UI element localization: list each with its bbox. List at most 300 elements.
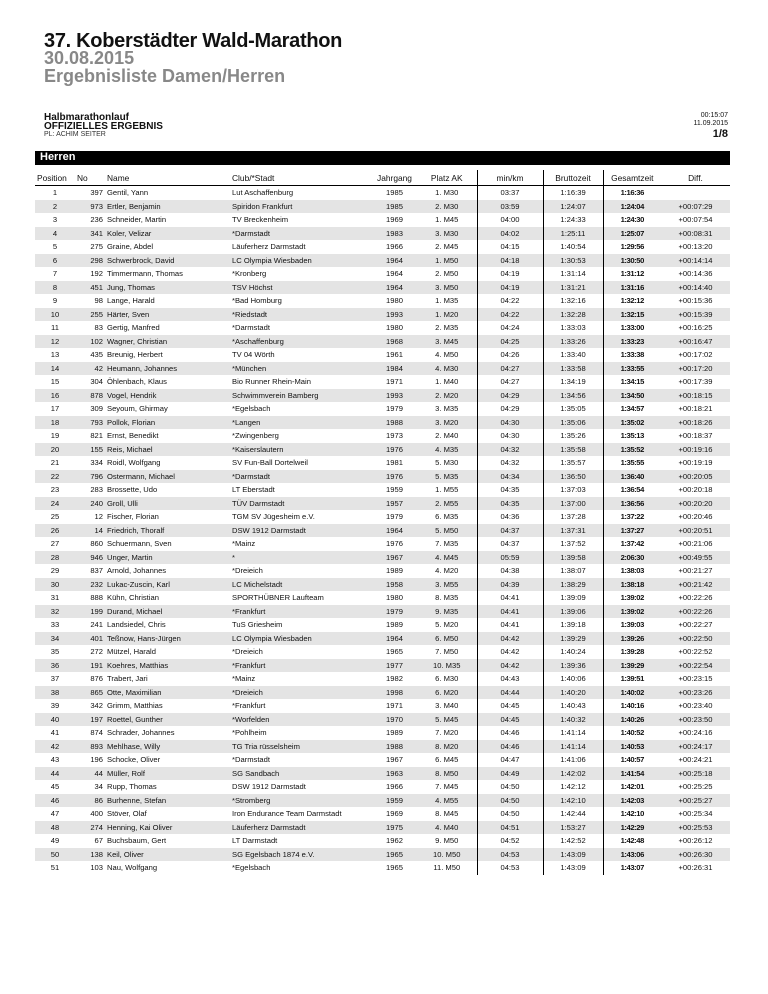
cell-pace: 04:27 — [477, 362, 543, 376]
cell-no: 138 — [75, 848, 105, 862]
cell-total: 1:16:36 — [603, 186, 661, 200]
cell-club: *Zwingenberg — [232, 431, 279, 441]
cell-total: 1:32:12 — [603, 294, 661, 308]
table-row — [35, 537, 730, 551]
col-year-header: Jahrgang — [372, 170, 417, 186]
page-title: 37. Koberstädter Wald-Marathon — [44, 30, 343, 52]
cell-gross: 1:31:14 — [543, 267, 603, 281]
cell-club: *Worfelden — [230, 713, 372, 727]
cell-place-ak: 2. M35 — [435, 323, 459, 333]
cell-position: 30 — [35, 578, 75, 592]
cell-pace: 04:35 — [477, 483, 543, 497]
cell-gross: 1:36:50 — [543, 470, 603, 484]
cell-no: 397 — [90, 188, 103, 198]
table-row — [35, 213, 730, 227]
cell-name: Roettel, Gunther — [105, 713, 230, 727]
cell-pace: 04:32 — [477, 443, 543, 457]
cell-place-ak: 4. M30 — [417, 362, 477, 376]
cell-diff: +00:13:20 — [678, 242, 713, 252]
cell-diff: +00:24:21 — [678, 755, 713, 765]
cell-club: LC Olympia Wiesbaden — [230, 632, 372, 646]
cell-name: Unger, Martin — [105, 551, 230, 565]
results-table — [35, 170, 730, 875]
cell-club: TG Tria rüsselsheim — [230, 740, 372, 754]
cell-total: 2:06:30 — [603, 551, 661, 565]
cell-club: *Riedstadt — [230, 308, 372, 322]
table-row — [35, 767, 730, 781]
cell-name: Teßnow, Hans-Jürgen — [105, 632, 230, 646]
cell-gross: 1:42:12 — [543, 780, 603, 794]
cell-gross: 1:31:21 — [543, 281, 603, 295]
cell-place-ak: 2. M30 — [417, 200, 477, 214]
cell-club: *Frankfurt — [230, 659, 372, 673]
cell-club: *Darmstadt — [230, 227, 372, 241]
cell-gross: 1:35:06 — [543, 416, 603, 430]
cell-position: 3 — [52, 215, 58, 225]
cell-gross: 1:40:24 — [543, 645, 603, 659]
cell-pace: 04:19 — [477, 267, 543, 281]
cell-no: 34 — [94, 782, 103, 792]
cell-gross: 1:30:53 — [543, 254, 603, 268]
table-row — [35, 483, 730, 497]
cell-position: 37 — [50, 674, 60, 684]
cell-place-ak: 8. M45 — [435, 809, 459, 819]
print-time: 00:15:07 — [700, 112, 728, 119]
cell-position: 17 — [50, 404, 60, 414]
cell-name: Timmermann, Thomas — [107, 269, 183, 279]
cell-place-ak: 3. M40 — [435, 701, 459, 711]
cell-gross: 1:53:27 — [543, 821, 603, 835]
cell-position: 11 — [51, 323, 59, 333]
table-row — [35, 348, 730, 362]
cell-year: 1981 — [386, 458, 403, 468]
cell-diff: +00:23:50 — [661, 713, 730, 727]
cell-diff: +00:26:30 — [661, 848, 730, 862]
cell-year: 1993 — [372, 308, 417, 322]
cell-place-ak: 2. M20 — [417, 389, 477, 403]
cell-diff: +00:08:31 — [661, 227, 730, 241]
cell-club: LT Eberstadt — [232, 485, 275, 495]
cell-diff: +00:18:21 — [678, 404, 713, 414]
cell-pace: 04:02 — [477, 227, 543, 241]
cell-pace: 04:26 — [477, 348, 543, 362]
cell-no: 191 — [75, 659, 105, 673]
cell-club: LC Olympia Wiesbaden — [230, 254, 372, 268]
cell-gross: 1:39:09 — [543, 591, 603, 605]
cell-total: 1:39:51 — [603, 672, 661, 686]
cell-no: 103 — [90, 863, 103, 873]
cell-no: 874 — [90, 728, 103, 738]
cell-no: 893 — [75, 740, 105, 754]
table-row — [35, 321, 730, 335]
cell-diff: +00:21:27 — [678, 566, 713, 576]
cell-club: *Egelsbach — [232, 863, 271, 873]
cell-year: 1980 — [386, 323, 403, 333]
cell-name: Graine, Abdel — [107, 242, 154, 252]
cell-total: 1:24:04 — [603, 200, 661, 214]
cell-gross: 1:35:05 — [543, 402, 603, 416]
cell-diff: +00:20:05 — [661, 470, 730, 484]
cell-place-ak: 2. M50 — [435, 269, 459, 279]
cell-year: 1971 — [386, 701, 403, 711]
table-row — [35, 659, 730, 673]
cell-pace: 04:39 — [477, 578, 543, 592]
cell-pace: 04:53 — [477, 848, 543, 862]
cell-place-ak: 4. M45 — [417, 551, 477, 565]
cell-total: 1:40:53 — [603, 740, 661, 754]
cell-place-ak: 10. M50 — [417, 848, 477, 862]
cell-position: 44 — [35, 767, 75, 781]
cell-position: 28 — [35, 551, 75, 565]
cell-place-ak: 1. M55 — [435, 485, 459, 495]
cell-name: Pollok, Florian — [105, 416, 230, 430]
cell-name: Otte, Maximilian — [105, 686, 230, 700]
cell-no: 400 — [90, 809, 103, 819]
page-number: 1/8 — [712, 128, 728, 140]
cell-position: 43 — [50, 755, 60, 765]
cell-gross: 1:40:20 — [543, 686, 603, 700]
page-subtitle: Ergebnisliste Damen/Herren — [44, 66, 286, 86]
cell-no: 98 — [94, 296, 103, 306]
cell-total: 1:36:40 — [603, 470, 661, 484]
cell-club: Bio Runner Rhein-Main — [232, 377, 311, 387]
cell-gross: 1:35:57 — [543, 456, 603, 470]
cell-place-ak: 11. M50 — [433, 863, 461, 873]
cell-no: 241 — [90, 620, 103, 630]
cell-gross: 1:41:14 — [543, 740, 603, 754]
cell-year: 1980 — [386, 593, 403, 603]
cell-pace: 04:35 — [477, 497, 543, 511]
cell-pace: 04:46 — [477, 740, 543, 754]
cell-position: 49 — [50, 836, 60, 846]
cell-no: 341 — [75, 227, 105, 241]
cell-club: *Darmstadt — [232, 755, 270, 765]
cell-place-ak: 6. M20 — [417, 686, 477, 700]
col-total-header: Gesamtzeit — [603, 170, 661, 186]
cell-club: Iron Endurance Team Darmstadt — [232, 809, 342, 819]
cell-club: * — [230, 551, 372, 565]
cell-no: 334 — [90, 458, 103, 468]
cell-name: Mehlhase, Willy — [105, 740, 230, 754]
cell-club: SPORTHÜBNER Laufteam — [232, 593, 324, 603]
cell-year: 1989 — [386, 566, 403, 576]
cell-diff: +00:22:50 — [661, 632, 730, 646]
cell-place-ak: 2. M45 — [435, 242, 459, 252]
cell-no: 878 — [75, 389, 105, 403]
cell-name: Koler, Velizar — [105, 227, 230, 241]
col-gross-header: Bruttozeit — [543, 170, 603, 186]
cell-club: DSW 1912 Darmstadt — [230, 524, 372, 538]
cell-club: *Darmstadt — [230, 470, 372, 484]
cell-no: 304 — [90, 377, 103, 387]
table-row — [35, 281, 730, 295]
cell-pace: 04:41 — [477, 591, 543, 605]
cell-diff: +00:21:42 — [661, 578, 730, 592]
cell-total: 1:34:57 — [603, 402, 661, 416]
cell-pace: 04:22 — [477, 294, 543, 308]
cell-pace: 04:38 — [477, 564, 543, 578]
cell-position: 23 — [50, 485, 60, 495]
table-header-row — [35, 170, 730, 186]
col-name-header: Name — [105, 170, 230, 186]
cell-pace: 04:52 — [477, 834, 543, 848]
cell-total: 1:31:12 — [603, 267, 661, 281]
cell-total: 1:34:15 — [603, 375, 661, 389]
cell-no: 42 — [75, 362, 105, 376]
cell-year: 1998 — [372, 686, 417, 700]
cell-pace: 04:32 — [477, 456, 543, 470]
cell-position: 6 — [35, 254, 75, 268]
cell-club: *München — [230, 362, 372, 376]
cell-total: 1:43:07 — [603, 861, 661, 875]
cell-position: 14 — [35, 362, 75, 376]
cell-total: 1:39:02 — [603, 605, 661, 619]
cell-place-ak: 8. M35 — [435, 593, 459, 603]
cell-total: 1:36:56 — [603, 497, 661, 511]
cell-diff: +00:18:37 — [678, 431, 713, 441]
cell-diff: +00:19:19 — [678, 458, 713, 468]
table-row — [35, 254, 730, 268]
cell-no: 44 — [75, 767, 105, 781]
cell-club: *Dreieich — [232, 647, 263, 657]
cell-pace: 04:50 — [477, 780, 543, 794]
cell-club: TV Breckenheim — [232, 215, 289, 225]
cell-diff: +00:22:54 — [661, 659, 730, 673]
cell-pace: 04:42 — [477, 632, 543, 646]
cell-club: TÜV Darmstadt — [230, 497, 372, 511]
cell-diff: +00:22:26 — [661, 605, 730, 619]
cell-year: 1964 — [386, 269, 403, 279]
cell-position: 51 — [50, 863, 60, 873]
cell-position: 21 — [50, 458, 60, 468]
table-row — [35, 510, 730, 524]
cell-no: 451 — [75, 281, 105, 295]
table-row — [35, 551, 730, 565]
cell-diff: +00:24:16 — [678, 728, 713, 738]
cell-name: Ostermann, Michael — [105, 470, 230, 484]
table-row — [35, 726, 730, 740]
cell-no: 192 — [90, 269, 103, 279]
cell-gross: 1:33:58 — [543, 362, 603, 376]
col-place-ak-header: Platz AK — [417, 170, 477, 186]
cell-year: 1964 — [372, 254, 417, 268]
cell-position: 13 — [50, 350, 60, 360]
cell-diff: +00:22:52 — [678, 647, 713, 657]
cell-gross: 1:24:07 — [543, 200, 603, 214]
cell-name: Roidl, Wolfgang — [107, 458, 161, 468]
cell-place-ak: 1. M45 — [435, 215, 459, 225]
cell-pace: 04:50 — [477, 807, 543, 821]
cell-gross: 1:37:03 — [543, 483, 603, 497]
table-row — [35, 618, 730, 632]
table-row — [35, 821, 730, 835]
cell-gross: 1:24:33 — [543, 213, 603, 227]
cell-position: 19 — [50, 431, 60, 441]
cell-place-ak: 1. M40 — [435, 377, 459, 387]
cell-diff: +00:23:15 — [678, 674, 713, 684]
cell-year: 1961 — [386, 350, 403, 360]
cell-no: 793 — [75, 416, 105, 430]
cell-position: 38 — [35, 686, 75, 700]
cell-gross: 1:39:18 — [543, 618, 603, 632]
cell-year: 1989 — [386, 620, 403, 630]
cell-name: Nau, Wolfgang — [107, 863, 158, 873]
signer-label: PL: ACHIM SEITER — [44, 131, 106, 138]
cell-club: *Mainz — [232, 674, 256, 684]
cell-position: 32 — [35, 605, 75, 619]
cell-no: 67 — [94, 836, 103, 846]
cell-year: 1965 — [386, 863, 403, 873]
cell-diff: +00:20:51 — [661, 524, 730, 538]
cell-position: 20 — [35, 443, 75, 457]
cell-year: 1979 — [386, 512, 403, 522]
cell-gross: 1:32:28 — [543, 308, 603, 322]
cell-place-ak: 1. M20 — [417, 308, 477, 322]
cell-pace: 04:25 — [477, 335, 543, 349]
cell-name: Durand, Michael — [105, 605, 230, 619]
cell-name: Reis, Michael — [105, 443, 230, 457]
cell-diff: +00:22:27 — [678, 620, 713, 630]
cell-position: 47 — [50, 809, 60, 819]
cell-pace: 04:47 — [477, 753, 543, 767]
cell-no: 275 — [90, 242, 103, 252]
cell-name: Rupp, Thomas — [107, 782, 157, 792]
cell-gross: 1:25:11 — [543, 227, 603, 241]
cell-pace: 04:49 — [477, 767, 543, 781]
race-name: Halbmarathonlauf — [44, 112, 130, 123]
cell-gross: 1:38:29 — [543, 578, 603, 592]
cell-pace: 04:36 — [477, 510, 543, 524]
cell-position: 1 — [52, 188, 58, 198]
table-row — [35, 362, 730, 376]
cell-no: 86 — [75, 794, 105, 808]
cell-no: 821 — [90, 431, 103, 441]
cell-diff: +00:15:39 — [661, 308, 730, 322]
cell-pace: 03:59 — [477, 200, 543, 214]
cell-name: Seyoum, Ghirmay — [107, 404, 168, 414]
table-row — [35, 497, 730, 511]
cell-place-ak: 3. M30 — [417, 227, 477, 241]
cell-name: Stöver, Olaf — [107, 809, 147, 819]
cell-gross: 1:42:52 — [543, 834, 603, 848]
cell-year: 1964 — [372, 281, 417, 295]
cell-diff: +00:25:18 — [661, 767, 730, 781]
cell-position: 29 — [50, 566, 60, 576]
cell-pace: 04:41 — [477, 618, 543, 632]
cell-total: 1:40:57 — [603, 753, 661, 767]
cell-total: 1:24:30 — [603, 213, 661, 227]
cell-total: 1:40:16 — [603, 699, 661, 713]
cell-gross: 1:33:40 — [543, 348, 603, 362]
cell-total: 1:39:28 — [603, 645, 661, 659]
cell-club: DSW 1912 Darmstadt — [232, 782, 306, 792]
cell-total: 1:39:03 — [603, 618, 661, 632]
cell-name: Kühn, Christian — [107, 593, 159, 603]
cell-total: 1:35:55 — [603, 456, 661, 470]
cell-club: TV 04 Wörth — [232, 350, 275, 360]
cell-gross: 1:39:06 — [543, 605, 603, 619]
cell-club: *Frankfurt — [232, 701, 266, 711]
cell-pace: 04:24 — [477, 321, 543, 335]
cell-pace: 04:22 — [477, 308, 543, 322]
cell-club: *Mainz — [232, 539, 256, 549]
cell-total: 1:38:18 — [603, 578, 661, 592]
cell-position: 50 — [35, 848, 75, 862]
cell-club: *Langen — [230, 416, 372, 430]
cell-position: 31 — [50, 593, 60, 603]
cell-year: 1982 — [386, 674, 403, 684]
cell-place-ak: 3. M45 — [417, 335, 477, 349]
cell-pace: 04:46 — [477, 726, 543, 740]
table-row — [35, 308, 730, 322]
cell-name: Landsiedel, Chris — [107, 620, 166, 630]
cell-name: Lange, Harald — [107, 296, 155, 306]
cell-place-ak: 9. M35 — [417, 605, 477, 619]
cell-no: 865 — [75, 686, 105, 700]
table-row — [35, 402, 730, 416]
cell-gross: 1:35:58 — [543, 443, 603, 457]
cell-gross: 1:39:29 — [543, 632, 603, 646]
table-row — [35, 686, 730, 700]
cell-gross: 1:34:19 — [543, 375, 603, 389]
cell-total: 1:41:54 — [603, 767, 661, 781]
cell-pace: 05:59 — [477, 551, 543, 565]
cell-no: 973 — [75, 200, 105, 214]
cell-total: 1:42:03 — [603, 794, 661, 808]
cell-no: 796 — [75, 470, 105, 484]
cell-total: 1:32:15 — [603, 308, 661, 322]
cell-position: 48 — [35, 821, 75, 835]
cell-position: 46 — [35, 794, 75, 808]
cell-place-ak: 5. M20 — [435, 620, 459, 630]
cell-no: 888 — [90, 593, 103, 603]
cell-name: Fischer, Florian — [107, 512, 159, 522]
cell-position: 4 — [35, 227, 75, 241]
cell-name: Arnold, Johannes — [107, 566, 167, 576]
table-row — [35, 524, 730, 538]
table-row — [35, 564, 730, 578]
cell-name: Breunig, Herbert — [107, 350, 163, 360]
cell-name: Groll, Ulli — [105, 497, 230, 511]
table-row — [35, 294, 730, 308]
cell-pace: 04:51 — [477, 821, 543, 835]
cell-position: 15 — [50, 377, 60, 387]
cell-total: 1:25:07 — [603, 227, 661, 241]
table-row — [35, 416, 730, 430]
cell-gross: 1:37:52 — [543, 537, 603, 551]
cell-year: 1973 — [386, 431, 403, 441]
results-body — [35, 186, 730, 875]
cell-club: *Darmstadt — [232, 323, 270, 333]
cell-name: Lukac-Zuscin, Karl — [105, 578, 230, 592]
table-row — [35, 713, 730, 727]
cell-year: 1959 — [372, 794, 417, 808]
cell-position: 7 — [52, 269, 58, 279]
cell-club: *Kronberg — [232, 269, 267, 279]
cell-gross: 1:40:54 — [543, 240, 603, 254]
cell-total: 1:42:29 — [603, 821, 661, 835]
cell-gross: 1:32:16 — [543, 294, 603, 308]
cell-total: 1:34:50 — [603, 389, 661, 403]
cell-diff: +00:14:14 — [661, 254, 730, 268]
cell-diff: +00:19:16 — [661, 443, 730, 457]
cell-position: 5 — [52, 242, 58, 252]
cell-place-ak: 5. M35 — [417, 470, 477, 484]
cell-no: 12 — [94, 512, 103, 522]
cell-place-ak: 1. M35 — [435, 296, 459, 306]
table-row — [35, 699, 730, 713]
cell-place-ak: 2. M55 — [417, 497, 477, 511]
